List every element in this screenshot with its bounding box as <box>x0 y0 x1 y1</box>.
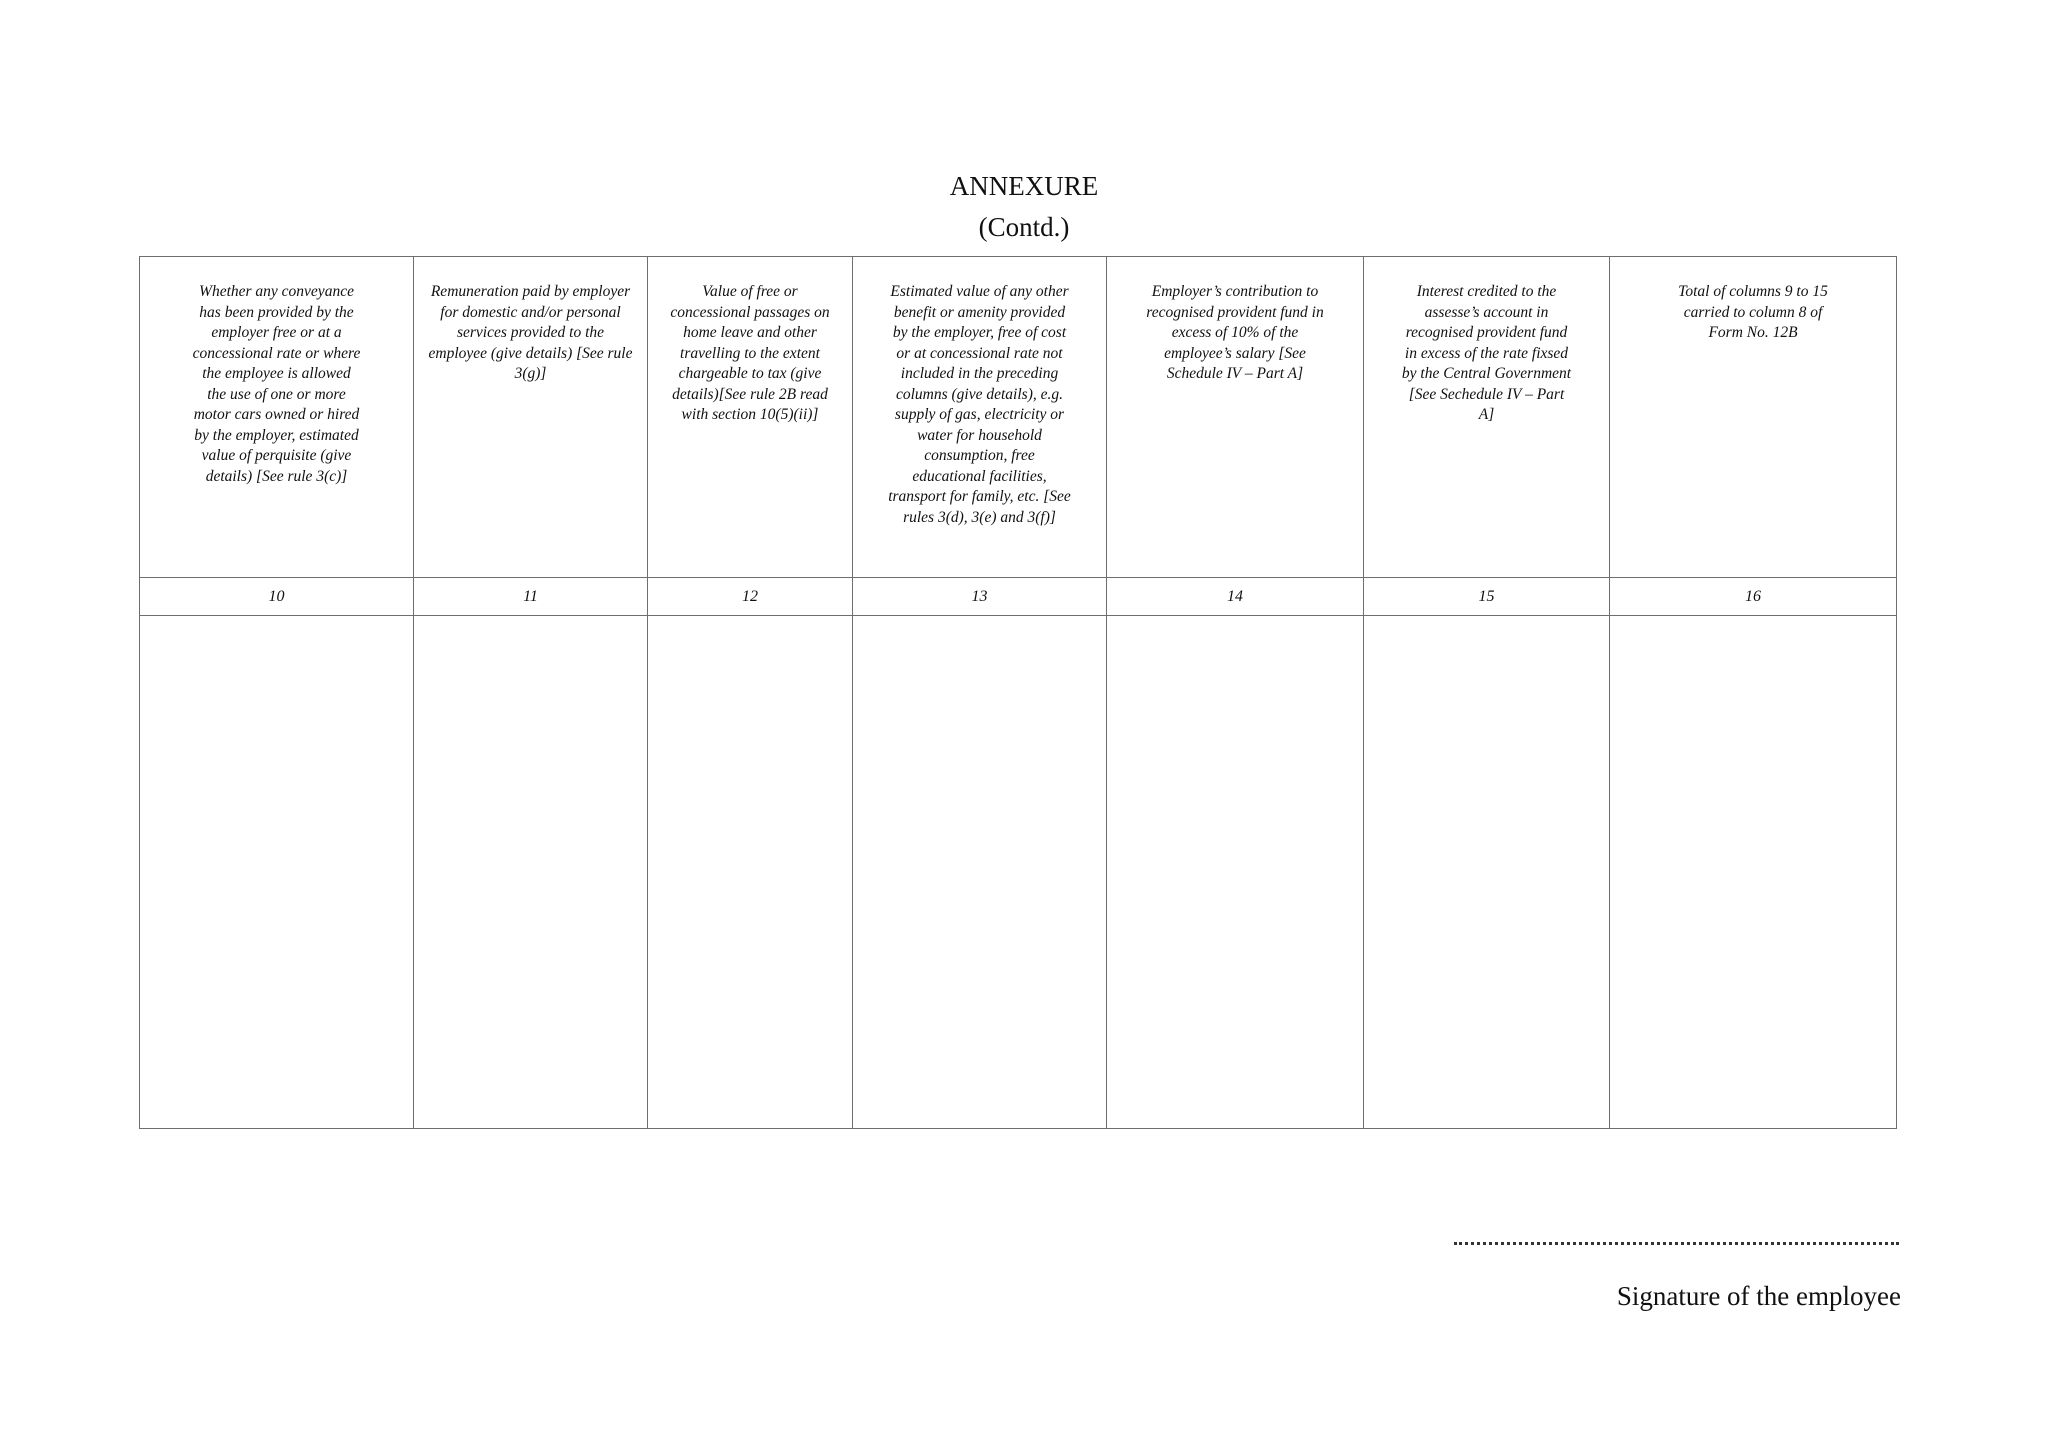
entry-row <box>140 616 1897 1129</box>
column-number-12: 12 <box>648 578 853 616</box>
column-heading-16 <box>1610 257 1897 578</box>
column-number-13: 13 <box>853 578 1107 616</box>
column-heading-10 <box>140 257 414 578</box>
annexure-table <box>139 256 1897 1129</box>
column-heading-14 <box>1107 257 1364 578</box>
column-number-15: 15 <box>1364 578 1610 616</box>
column-heading-text: Remuneration paid by employer for domestic and/or personal services provided to the employee (give details) [See rule 3(g)] <box>428 283 633 382</box>
column-heading-text: Employer’s contribution to recognised provident fund in excess of 10% of the employee’s salary [See Schedule IV – Part A] <box>1146 283 1324 382</box>
column-number-row <box>140 578 1897 616</box>
signature-line <box>1454 1242 1899 1245</box>
entry-cell-10[interactable] <box>140 616 414 1129</box>
column-heading-text: Whether any conveyance has been provided by the employer free or at a concessional rate or where the employee is allowed the use of one or more motor cars owned or hired by the employer, estimated value of perquisite (give details) [See rule 3(c)] <box>192 283 361 485</box>
document-title: ANNEXURE <box>949 171 1099 201</box>
column-heading-text: Value of free or concessional passages on home leave and other travelling to the extent chargeable to tax (give details)[See rule 2B read with section 10(5)(ii)] <box>670 283 830 423</box>
column-heading-text: Interest credited to the assesse’s account in recognised provident fund in excess of the rate fixsed by the Central Government [See Sechedule IV – Part A] <box>1401 283 1572 423</box>
column-number-14: 14 <box>1107 578 1364 616</box>
column-heading-15 <box>1364 257 1610 578</box>
document-subtitle: (Contd.) <box>978 212 1070 242</box>
column-number-16: 16 <box>1610 578 1897 616</box>
entry-cell-16[interactable] <box>1610 616 1897 1129</box>
entry-cell-15[interactable] <box>1364 616 1610 1129</box>
entry-cell-11[interactable] <box>414 616 648 1129</box>
column-heading-11 <box>414 257 648 578</box>
column-heading-text: Estimated value of any other benefit or amenity provided by the employer, free of cost or at concessional rate not included in the preceding columns (give details), e.g. supply of gas, electricity or water for household consumption, free educational facilities, transport for family, etc. [See rules 3(d), 3(e) and 3(f)] <box>888 283 1071 526</box>
column-heading-row <box>140 257 1897 578</box>
signature-label: Signature of the employee <box>1616 1281 1901 1311</box>
entry-cell-14[interactable] <box>1107 616 1364 1129</box>
column-heading-12 <box>648 257 853 578</box>
column-number-10: 10 <box>140 578 414 616</box>
column-number-11: 11 <box>414 578 648 616</box>
entry-cell-12[interactable] <box>648 616 853 1129</box>
entry-cell-13[interactable] <box>853 616 1107 1129</box>
column-heading-text: Total of columns 9 to 15 carried to column 8 of Form No. 12B <box>1678 283 1828 341</box>
column-heading-13 <box>853 257 1107 578</box>
